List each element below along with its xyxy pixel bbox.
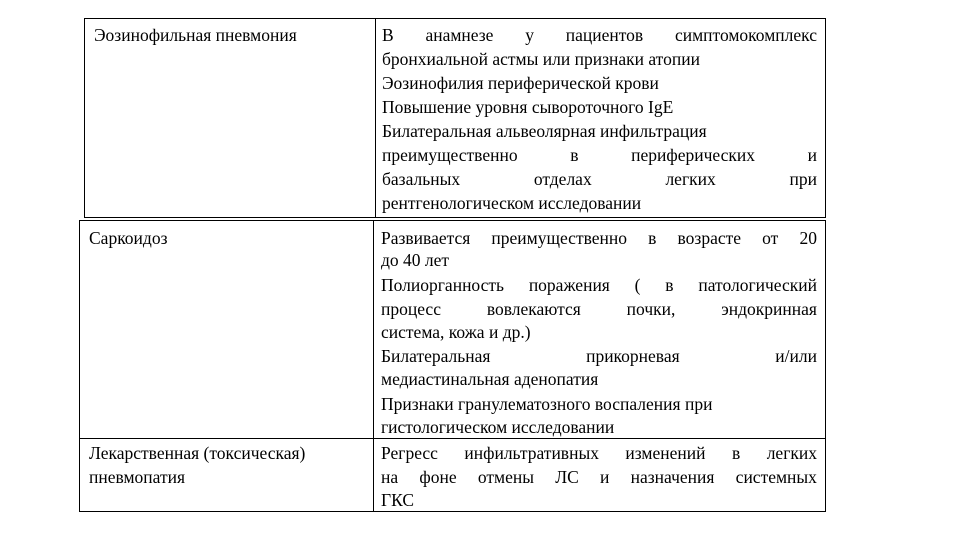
criteria-line: рентгенологическом исследовании: [382, 193, 642, 213]
criteria-word: у: [525, 25, 534, 45]
criteria-word: от: [762, 228, 779, 248]
criteria-line: [381, 297, 817, 321]
criteria-word: на: [381, 467, 399, 487]
criteria-word: Билатеральная: [381, 346, 491, 366]
criteria-line: медиастинальная аденопатия: [381, 369, 599, 389]
table-sarcoidosis-drug: [79, 220, 826, 512]
criteria-word: процесс: [381, 299, 441, 319]
criteria-word: ЛС: [555, 467, 579, 487]
criteria-word: Развивается: [381, 228, 471, 248]
criteria-word: в: [665, 275, 674, 295]
criteria-word: почки,: [626, 299, 676, 319]
criteria-word: 20: [799, 228, 817, 248]
criteria-word: системных: [735, 467, 817, 487]
criteria-word: при: [789, 169, 817, 189]
criteria-word: патологический: [698, 275, 817, 295]
criteria-line: Повышение уровня сывороточного IgE: [382, 97, 674, 117]
criteria-word: (: [634, 275, 641, 295]
criteria-line: [381, 441, 817, 465]
criteria-line: Билатеральная альвеолярная инфильтрация: [382, 121, 707, 141]
criteria-word: в: [731, 443, 741, 463]
criteria-word: и: [600, 467, 610, 487]
criteria-word: фоне: [419, 467, 457, 487]
criteria-word: поражения: [528, 275, 610, 295]
disease-name: Эозинофильная пневмония: [94, 25, 297, 45]
criteria-word: симптомокомплекс: [674, 25, 817, 45]
criteria-word: в: [570, 145, 579, 165]
criteria-line: [381, 273, 817, 297]
criteria-word: эндокринная: [721, 299, 817, 319]
criteria-word: базальных: [382, 169, 461, 189]
criteria-word: Регресс: [381, 443, 438, 463]
criteria-line: Эозинофилия периферической крови: [382, 73, 659, 93]
criteria-line: [381, 344, 817, 368]
criteria-word: вовлекаются: [486, 299, 581, 319]
criteria-word: преимущественно: [491, 228, 627, 248]
criteria-line: [382, 167, 817, 191]
criteria-word: возрасте: [677, 228, 742, 248]
criteria-word: и: [807, 145, 817, 165]
criteria-line: [382, 23, 817, 47]
criteria-line: ГКС: [381, 490, 415, 510]
disease-name: пневмопатия: [89, 467, 186, 487]
criteria-word: и/или: [775, 346, 817, 366]
criteria-word: изменений: [625, 443, 706, 463]
criteria-word: анамнезе: [425, 25, 494, 45]
table-eosinophilic-pneumonia: [84, 18, 826, 218]
criteria-line: до 40 лет: [381, 250, 450, 270]
cell-disease-criteria: [376, 19, 825, 217]
criteria-word: в: [648, 228, 657, 248]
criteria-word: легких: [665, 169, 716, 189]
criteria-line: гистологическом исследовании: [381, 417, 615, 437]
criteria-line: [381, 226, 817, 250]
criteria-line: [381, 465, 817, 489]
disease-name: Саркоидоз: [89, 228, 168, 248]
criteria-word: пациентов: [565, 25, 644, 45]
criteria-word: преимущественно: [382, 145, 518, 165]
criteria-word: периферических: [631, 145, 755, 165]
criteria-word: отмены: [477, 467, 534, 487]
criteria-line: Признаки гранулематозного воспаления при: [381, 394, 713, 414]
criteria-line: система, кожа и др.): [381, 322, 531, 342]
criteria-word: назначения: [630, 467, 715, 487]
disease-name: Лекарственная (токсическая): [89, 443, 306, 463]
criteria-word: прикорневая: [586, 346, 680, 366]
cell-disease-name: [85, 19, 375, 217]
criteria-word: Полиорганность: [381, 275, 505, 295]
criteria-line: [382, 143, 817, 167]
criteria-word: отделах: [533, 169, 592, 189]
criteria-word: легких: [766, 443, 817, 463]
criteria-word: инфильтративных: [464, 443, 599, 463]
criteria-line: бронхиальной астмы или признаки атопии: [382, 49, 700, 69]
criteria-word: В: [382, 25, 394, 45]
